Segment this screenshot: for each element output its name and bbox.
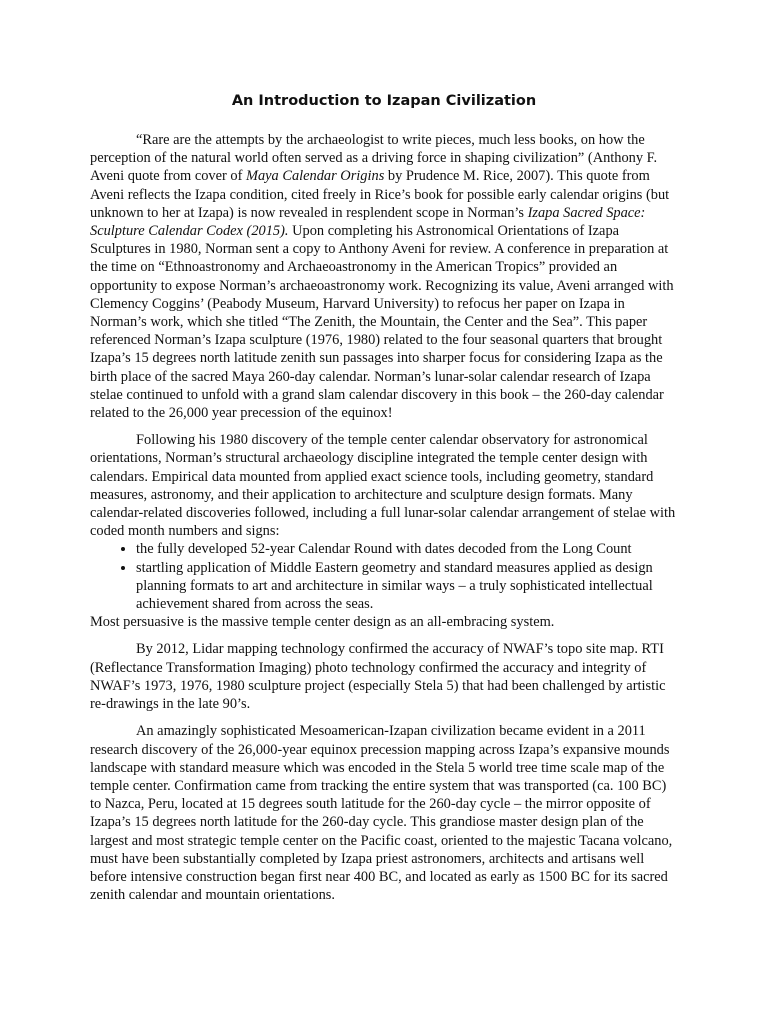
list-item: • the fully developed 52-year Calendar Round with dates decoded from the Long Count [136,540,678,558]
book-title-maya-calendar-origins: Maya Calendar Origins [245,168,385,185]
paragraph-text: “Rare are the attempts by the archaeologist to write pieces, much less books, on how the perception of the natural world often served as a driving force in shaping civilization” (Anthony F. Aveni quote from cover of [90,132,658,185]
paragraph-civilization: An amazingly sophisticated Mesoamerican-Izapan civilization became evident in a 2011 research discovery of the 26,000-year equinox precession mapping across Izapa’s expansive mounds landscape with standard measure which was encoded in the Stela 5 world tree time scale map of the temple center. Confirmation came from tracking the entire system that was transported (ca. 100 BC) to Nazca, Peru, located at 15 degrees south latitude for the 260-day cycle – the mirror opposite of Izapa’s 15 degrees north latitude for the 260-day cycle. This grandiose master design plan of the largest and most strategic temple center on the Pacific coast, oriented to the majestic Tacana volcano, must have been substantially completed by Izapa priest astronomers, architects and artisans well before intensive construction began first near 400 BC, and located as early as 1500 BC for its sacred zenith calendar and mountain orientations. [90,723,673,904]
book-title-izapa-sacred-space: Izapa Sacred Space: Sculpture Calendar Codex (2015). [90,204,646,240]
paragraph-persuasive: Most persuasive is the massive temple center design as an all-embracing system. [90,614,555,631]
paragraph-text: Upon completing his Astronomical Orientations of Izapa Sculptures in 1980, Norman sent a copy to Anthony Aveni for review. A conference in preparation at the time on “Ethnoastronomy and Archaeoastronomy in the American Tropics” provided an opportunity to expose Norman’s archaeoastronomy work. Recognizing its value, Aveni arranged with Clemency Coggins’ (Peabody Museum, Harvard University) to refocus her paper on Izapa in Norman’s work, which she titled “The Zenith, the Mountain, the Center and the Sea”. This paper referenced Norman’s Izapa sculpture (1976, 1980) related to the four seasonal quarters that brought Izapa’s 15 degrees north latitude zenith sun passages into sharper focus for considering Izapa as the birth place of the sacred Maya 260-day calendar. Norman’s lunar-solar calendar research of Izapa stelae continued to unfold with a grand slam calendar discovery in this book – the 260-day calendar related to the 26,000 year precession of the equinox! [90,223,674,422]
list-item: • startling application of Middle Eastern geometry and standard measures applied as design planning formats to art and architecture in similar ways – a truly sophisticated intellectual achievement shared from across the seas. [136,559,678,614]
document-page [90,92,678,913]
discoveries-list [90,540,678,613]
paragraph-lidar: By 2012, Lidar mapping technology confirmed the accuracy of NWAF’s topo site map. RTI (Reflectance Transformation Imaging) photo technology confirmed the accuracy and integrity of NWAF’s 1973, 1976, 1980 sculpture project (especially Stela 5) that had been challenged by artistic re-drawings in the late 90’s. [90,641,666,713]
paragraph-temple-center: Following his 1980 discovery of the temple center calendar observatory for astronomical orientations, Norman’s structural archaeology discipline integrated the temple center design with calendars. Empirical data mounted from applied exact science tools, including geometry, standard measures, astronomy, and their application to architecture and sculpture design formats. Many calendar-related discoveries followed, including a full lunar-solar calendar arrangement of stelae with coded month numbers and signs: [90,432,676,540]
paragraph-aveni-quote [90,131,678,422]
paragraph-text: by Prudence M. Rice, 2007). This quote from Aveni reflects the Izapa condition, cited freely in Rice’s book for possible early calendar origins (but unknown to her at Izapa) is now revealed in resplendent scope in Norman’s [90,168,670,221]
document-title: An Introduction to Izapan Civilization [231,93,537,109]
